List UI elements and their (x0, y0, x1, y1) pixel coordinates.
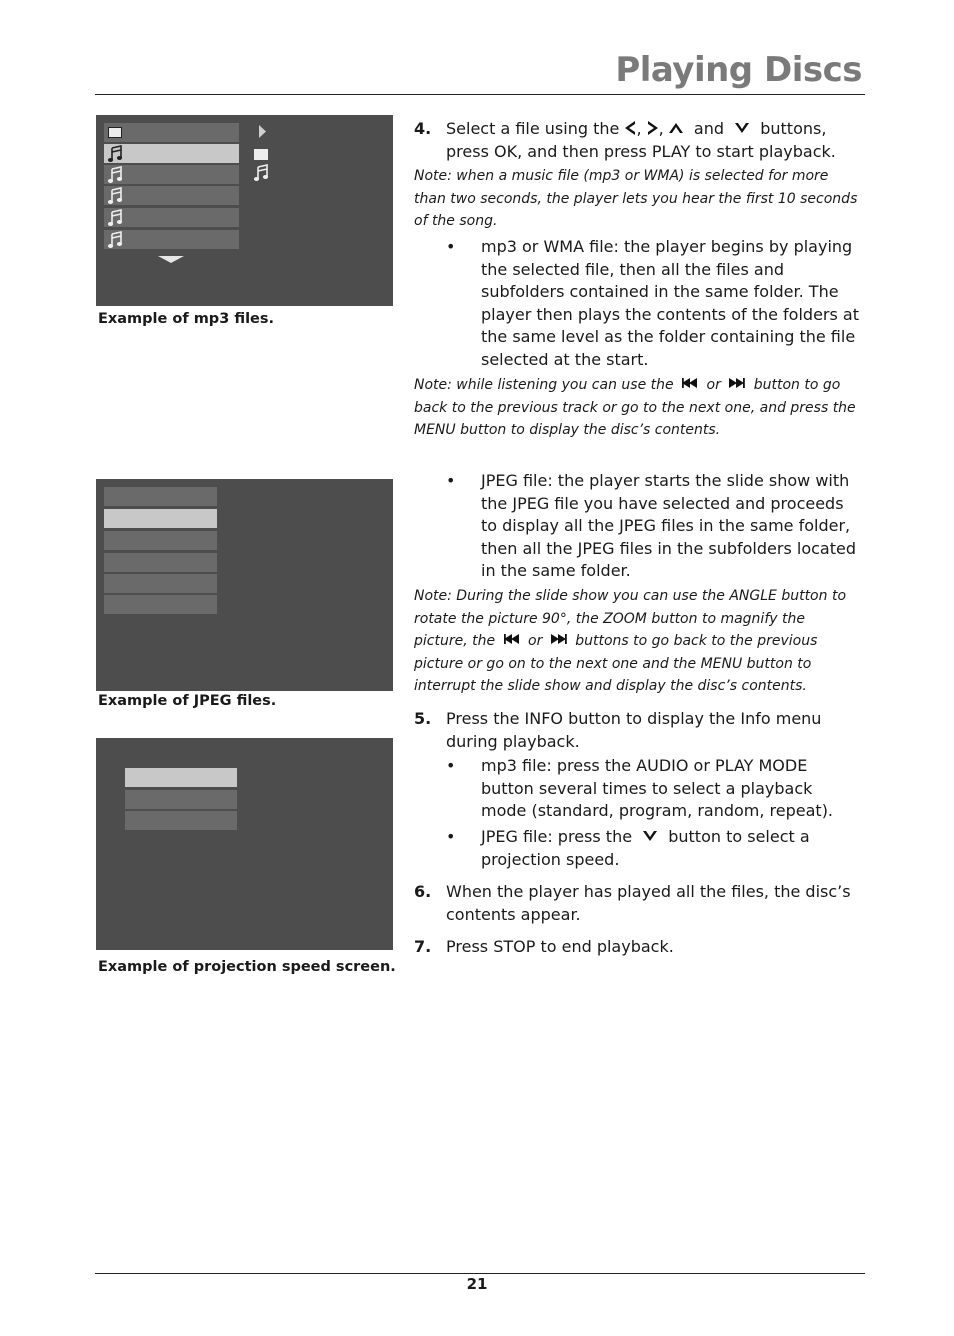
speed-screen (96, 738, 393, 950)
list-item (104, 553, 217, 572)
jpeg-screen (96, 479, 393, 691)
right-arrow-icon (259, 125, 267, 138)
list-item (104, 123, 239, 142)
list-item (104, 531, 217, 550)
list-item (104, 144, 239, 163)
down-arrow-icon (735, 122, 749, 134)
list-item (125, 811, 237, 830)
header-rule (95, 94, 865, 95)
list-item (104, 574, 217, 593)
page-title: Playing Discs (615, 50, 862, 90)
step-number: 4. (414, 119, 432, 138)
step-text: Press the INFO button to display the Info menu during playback. (446, 709, 822, 751)
music-note-icon (253, 164, 269, 182)
music-note-icon (107, 145, 123, 163)
list-item (104, 208, 239, 227)
list-item (104, 230, 239, 249)
previous-track-icon (504, 634, 520, 644)
step-text: Press STOP to end playback. (446, 937, 674, 956)
music-note-icon (107, 209, 123, 227)
speed-caption: Example of projection speed screen. (98, 959, 396, 975)
down-arrow-icon (643, 830, 657, 842)
step-number: 7. (414, 937, 432, 956)
note-preview: Note: when a music file (mp3 or WMA) is selected for more than two seconds, the player lets you hear the first 10 seconds of the song. (414, 168, 858, 229)
list-item (104, 186, 239, 205)
next-track-icon (551, 634, 567, 644)
list-item (104, 509, 217, 528)
scroll-down-icon (158, 256, 184, 264)
music-note-icon (107, 187, 123, 205)
folder-icon (254, 149, 268, 160)
step-number: 5. (414, 709, 432, 728)
left-arrow-icon (624, 121, 636, 135)
list-item (125, 790, 237, 809)
list-item (104, 165, 239, 184)
music-note-icon (107, 231, 123, 249)
jpeg-caption: Example of JPEG files. (98, 693, 277, 709)
list-item (104, 595, 217, 614)
footer-rule (95, 1273, 865, 1274)
folder-icon (108, 127, 122, 138)
music-note-icon (107, 166, 123, 184)
mp3-caption: Example of mp3 files. (98, 311, 275, 327)
right-arrow-icon (647, 121, 659, 135)
list-item (125, 768, 237, 787)
note-track-skip: Note: while listening you can use the or button to go back to the previous track or go to the next one, and press the MENU button to display the disc’s contents. (414, 377, 856, 438)
page-number: 21 (466, 1275, 488, 1293)
step-text: Select a file using the , , and buttons, press OK, and then press PLAY to start playback. (446, 119, 836, 161)
next-track-icon (729, 378, 745, 388)
list-item (104, 487, 217, 506)
up-arrow-icon (669, 122, 683, 134)
step-text: When the player has played all the files, the disc’s contents appear. (446, 882, 851, 924)
note-slideshow: Note: During the slide show you can use the ANGLE button to rotate the picture 90°, the ZOOM button to magnify the picture, the or buttons to go back to the previous picture or go on to the next one and the MENU button to interrupt the slide show and display the disc’s contents. (414, 588, 847, 694)
previous-track-icon (682, 378, 698, 388)
mp3-screen (96, 115, 393, 306)
step-number: 6. (414, 882, 432, 901)
